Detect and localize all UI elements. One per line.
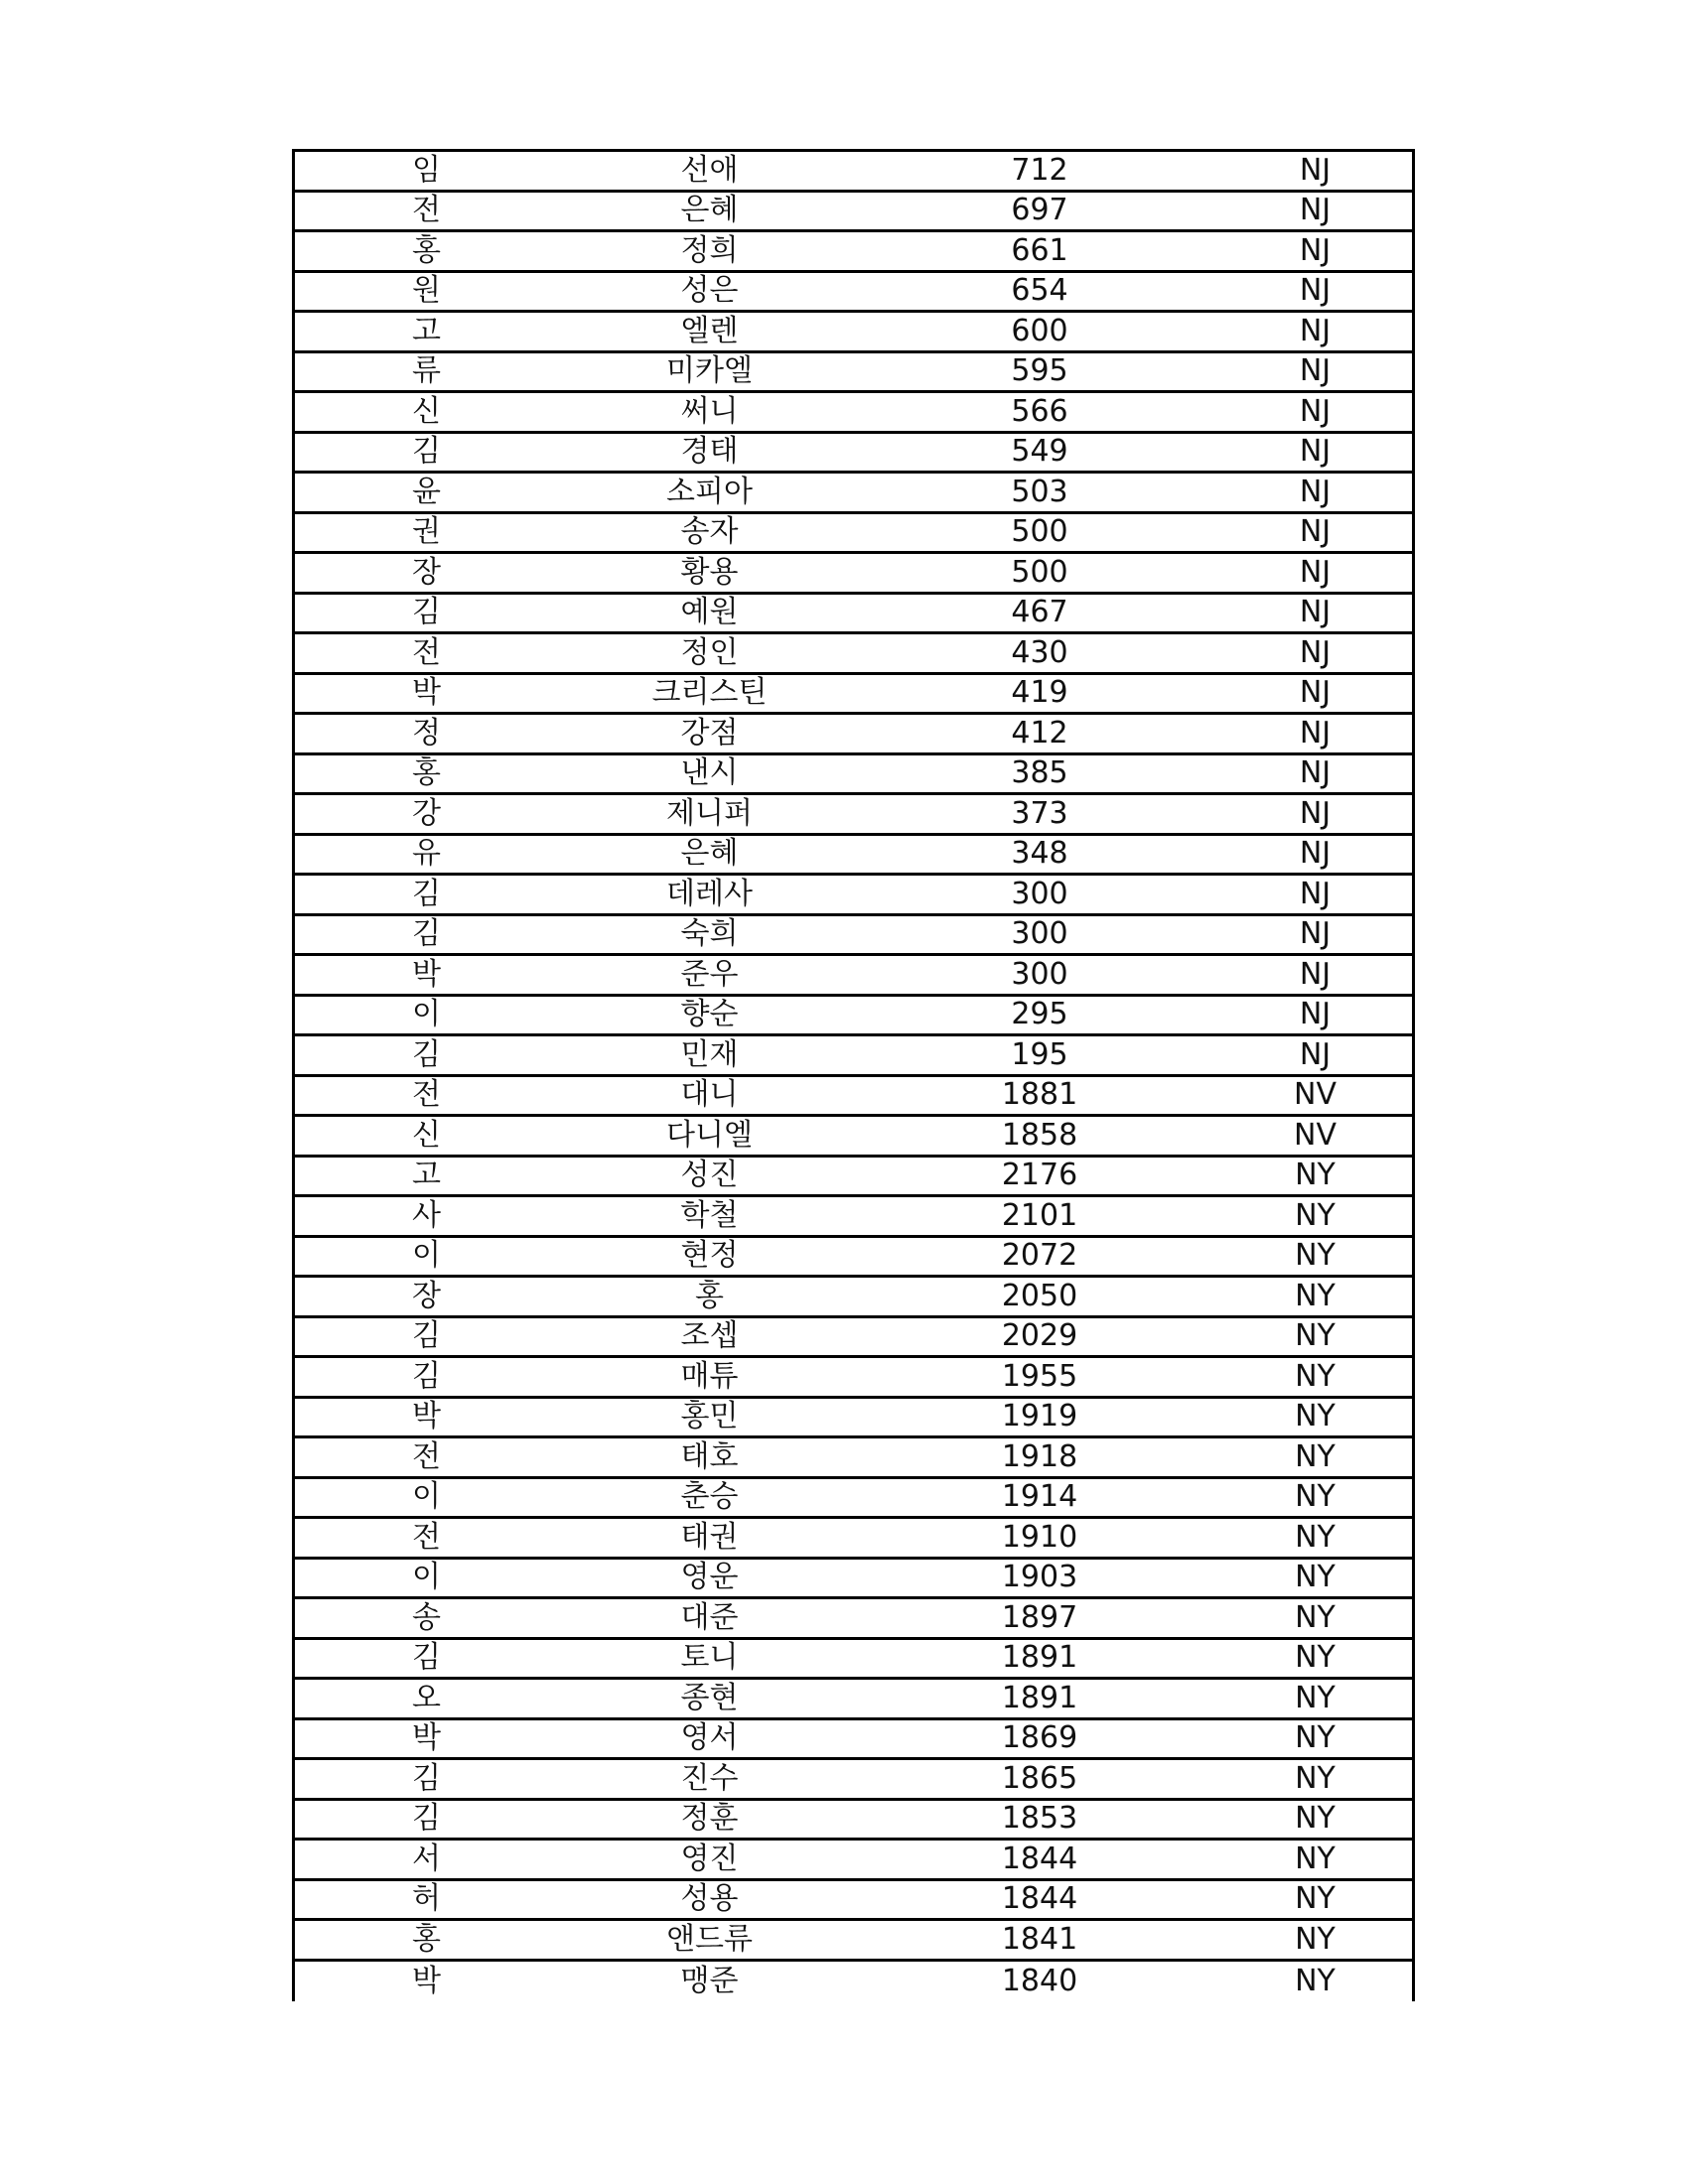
surname-cell: 전 [412,1077,441,1113]
table-row [295,1599,1412,1640]
table-row [295,1438,1412,1479]
table-row [295,795,1412,836]
given-name-cell: 숙희 [680,916,739,952]
given-name-cell: 영서 [680,1720,739,1756]
amount-cell: 300 [1011,916,1068,952]
given-name-cell: 성은 [680,273,739,309]
surname-cell: 장 [412,1278,441,1313]
surname-cell: 박 [412,1963,441,1998]
surname-cell: 전 [412,1438,441,1474]
given-name-cell: 황용 [680,554,739,590]
surname-cell: 강 [412,795,441,831]
table-row [295,1399,1412,1439]
surname-cell: 박 [412,1720,441,1756]
given-name-cell: 현정 [680,1238,739,1274]
surname-cell: 사 [412,1197,441,1233]
table-row [295,193,1412,233]
given-name-cell: 춘승 [680,1479,739,1515]
table-row [295,434,1412,475]
surname-cell: 김 [412,876,441,911]
state-cell: NY [1295,1238,1336,1274]
amount-cell: 467 [1011,595,1068,630]
given-name-cell: 태호 [680,1438,739,1474]
given-name-cell: 예원 [680,595,739,630]
surname-cell: 오 [412,1680,441,1715]
amount-cell: 566 [1011,393,1068,429]
state-cell: NJ [1299,1036,1332,1072]
amount-cell: 373 [1011,795,1068,831]
state-cell: NY [1295,1921,1336,1957]
amount-cell: 2029 [1001,1318,1078,1354]
amount-cell: 549 [1011,434,1068,470]
given-name-cell: 맹준 [680,1963,739,1998]
table-row [295,1278,1412,1318]
surname-cell: 김 [412,1036,441,1072]
amount-cell: 1853 [1001,1801,1078,1837]
amount-cell: 2072 [1001,1238,1078,1274]
given-name-cell: 진수 [680,1760,739,1796]
surname-cell: 이 [412,1479,441,1515]
amount-cell: 1891 [1001,1640,1078,1676]
table-row [295,836,1412,877]
surname-cell: 홍 [412,755,441,791]
table-row [295,1720,1412,1761]
given-name-cell: 성용 [680,1881,739,1917]
table-row [295,1560,1412,1600]
given-name-cell: 민재 [680,1036,739,1072]
state-cell: NJ [1299,434,1332,470]
state-cell: NJ [1299,313,1332,348]
surname-cell: 이 [412,1238,441,1274]
surname-cell: 김 [412,1318,441,1354]
amount-cell: 300 [1011,956,1068,992]
amount-cell: 430 [1011,634,1068,670]
state-cell: NJ [1299,997,1332,1032]
amount-cell: 1844 [1001,1881,1078,1917]
state-cell: NY [1295,1760,1336,1796]
given-name-cell: 다니엘 [666,1117,753,1153]
state-cell: NY [1295,1278,1336,1313]
table-row [295,1760,1412,1801]
table-row [295,1318,1412,1359]
amount-cell: 712 [1011,152,1068,188]
state-cell: NJ [1299,916,1332,952]
amount-cell: 1881 [1001,1077,1078,1113]
given-name-cell: 데레사 [666,876,753,911]
table-row [295,595,1412,635]
state-cell: NY [1295,1560,1336,1595]
surname-cell: 김 [412,595,441,630]
amount-cell: 654 [1011,273,1068,309]
state-cell: NY [1295,1197,1336,1233]
amount-cell: 1840 [1001,1963,1078,1998]
amount-cell: 697 [1011,193,1068,228]
state-cell: NJ [1299,353,1332,389]
state-cell: NJ [1299,956,1332,992]
surname-cell: 홍 [412,232,441,268]
table-row [295,755,1412,796]
amount-cell: 1919 [1001,1399,1078,1434]
table-row [295,232,1412,273]
state-cell: NJ [1299,193,1332,228]
surname-cell: 홍 [412,1921,441,1957]
table-row [295,514,1412,555]
table-row [295,1358,1412,1399]
surname-cell: 신 [412,393,441,429]
table-row [295,1077,1412,1118]
table-row [295,675,1412,716]
state-cell: NJ [1299,836,1332,872]
state-cell: NJ [1299,554,1332,590]
state-cell: NJ [1299,393,1332,429]
amount-cell: 385 [1011,755,1068,791]
given-name-cell: 매튜 [680,1358,739,1394]
given-name-cell: 은혜 [680,193,739,228]
surname-cell: 이 [412,997,441,1032]
state-cell: NJ [1299,876,1332,911]
amount-cell: 419 [1011,675,1068,711]
given-name-cell: 미카엘 [666,353,753,389]
table-row [295,353,1412,394]
table-row [295,273,1412,314]
given-name-cell: 은혜 [680,836,739,872]
given-name-cell: 대준 [680,1599,739,1635]
given-name-cell: 정희 [680,232,739,268]
state-cell: NY [1295,1841,1336,1876]
table-row [295,1680,1412,1720]
given-name-cell: 정인 [680,634,739,670]
surname-cell: 원 [412,273,441,309]
surname-cell: 윤 [412,474,441,509]
surname-cell: 박 [412,956,441,992]
surname-cell: 박 [412,675,441,711]
table-row [295,1962,1412,2002]
amount-cell: 1841 [1001,1921,1078,1957]
surname-cell: 전 [412,634,441,670]
surname-cell: 전 [412,193,441,228]
table-row [295,715,1412,755]
table-row [295,1158,1412,1198]
amount-cell: 348 [1011,836,1068,872]
state-cell: NJ [1299,232,1332,268]
data-table [292,149,1415,2001]
table-row [295,393,1412,434]
surname-cell: 류 [412,353,441,389]
table-row [295,474,1412,514]
surname-cell: 서 [412,1841,441,1876]
amount-cell: 1844 [1001,1841,1078,1876]
surname-cell: 정 [412,715,441,751]
table-row [295,1238,1412,1279]
state-cell: NJ [1299,755,1332,791]
state-cell: NY [1295,1479,1336,1515]
surname-cell: 김 [412,916,441,952]
state-cell: NY [1295,1519,1336,1555]
table-row [295,876,1412,916]
given-name-cell: 향순 [680,997,739,1032]
state-cell: NJ [1299,675,1332,711]
state-cell: NY [1295,1720,1336,1756]
surname-cell: 유 [412,836,441,872]
table-row [295,1479,1412,1520]
surname-cell: 송 [412,1599,441,1635]
state-cell: NY [1295,1640,1336,1676]
state-cell: NY [1295,1399,1336,1434]
given-name-cell: 경태 [680,434,739,470]
amount-cell: 1865 [1001,1760,1078,1796]
given-name-cell: 송자 [680,514,739,550]
state-cell: NY [1295,1680,1336,1715]
given-name-cell: 소피아 [666,474,753,509]
surname-cell: 고 [412,1158,441,1193]
surname-cell: 김 [412,1760,441,1796]
given-name-cell: 영진 [680,1841,739,1876]
given-name-cell: 학철 [680,1197,739,1233]
state-cell: NY [1295,1881,1336,1917]
table-row [295,916,1412,957]
given-name-cell: 제니퍼 [666,795,753,831]
state-cell: NY [1295,1599,1336,1635]
amount-cell: 1891 [1001,1680,1078,1715]
surname-cell: 임 [412,152,441,188]
amount-cell: 195 [1011,1036,1068,1072]
surname-cell: 박 [412,1399,441,1434]
table-row [295,1117,1412,1158]
amount-cell: 500 [1011,554,1068,590]
surname-cell: 신 [412,1117,441,1153]
state-cell: NY [1295,1158,1336,1193]
given-name-cell: 태권 [680,1519,739,1555]
state-cell: NV [1294,1117,1336,1153]
state-cell: NY [1295,1963,1336,1998]
amount-cell: 2101 [1001,1197,1078,1233]
amount-cell: 1903 [1001,1560,1078,1595]
table-row [295,1881,1412,1922]
given-name-cell: 선애 [680,152,739,188]
surname-cell: 김 [412,1640,441,1676]
table-row [295,1801,1412,1842]
table-row [295,1036,1412,1077]
given-name-cell: 종현 [680,1680,739,1715]
state-cell: NJ [1299,273,1332,309]
surname-cell: 권 [412,514,441,550]
given-name-cell: 영운 [680,1560,739,1595]
amount-cell: 295 [1011,997,1068,1032]
amount-cell: 300 [1011,876,1068,911]
state-cell: NJ [1299,634,1332,670]
table-row [295,1197,1412,1238]
given-name-cell: 성진 [680,1158,739,1193]
surname-cell: 전 [412,1519,441,1555]
amount-cell: 1910 [1001,1519,1078,1555]
amount-cell: 500 [1011,514,1068,550]
given-name-cell: 강점 [680,715,739,751]
table-row [295,634,1412,675]
surname-cell: 고 [412,313,441,348]
table-row [295,1640,1412,1681]
table-row [295,554,1412,595]
given-name-cell: 낸시 [680,755,739,791]
given-name-cell: 앤드류 [666,1921,753,1957]
amount-cell: 1955 [1001,1358,1078,1394]
given-name-cell: 대니 [680,1077,739,1113]
state-cell: NV [1294,1077,1336,1113]
state-cell: NY [1295,1438,1336,1474]
amount-cell: 412 [1011,715,1068,751]
surname-cell: 이 [412,1560,441,1595]
state-cell: NJ [1299,715,1332,751]
given-name-cell: 홍민 [680,1399,739,1434]
table-row [295,956,1412,997]
state-cell: NJ [1299,514,1332,550]
state-cell: NY [1295,1318,1336,1354]
state-cell: NJ [1299,595,1332,630]
table-row [295,1519,1412,1560]
table-row [295,152,1412,193]
state-cell: NJ [1299,795,1332,831]
amount-cell: 1858 [1001,1117,1078,1153]
amount-cell: 2050 [1001,1278,1078,1313]
given-name-cell: 준우 [680,956,739,992]
state-cell: NY [1295,1801,1336,1837]
surname-cell: 장 [412,554,441,590]
table-row [295,313,1412,353]
table-row [295,1921,1412,1962]
table-row [295,997,1412,1037]
amount-cell: 2176 [1001,1158,1078,1193]
amount-cell: 503 [1011,474,1068,509]
amount-cell: 1914 [1001,1479,1078,1515]
surname-cell: 허 [412,1881,441,1917]
amount-cell: 595 [1011,353,1068,389]
given-name-cell: 조셉 [680,1318,739,1354]
given-name-cell: 써니 [680,393,739,429]
state-cell: NJ [1299,474,1332,509]
amount-cell: 1869 [1001,1720,1078,1756]
given-name-cell: 엘렌 [680,313,739,348]
surname-cell: 김 [412,1801,441,1837]
given-name-cell: 크리스틴 [651,675,768,711]
amount-cell: 600 [1011,313,1068,348]
amount-cell: 1918 [1001,1438,1078,1474]
given-name-cell: 토니 [680,1640,739,1676]
state-cell: NY [1295,1358,1336,1394]
given-name-cell: 홍 [695,1278,724,1313]
surname-cell: 김 [412,434,441,470]
amount-cell: 1897 [1001,1599,1078,1635]
amount-cell: 661 [1011,232,1068,268]
table-row [295,1841,1412,1881]
surname-cell: 김 [412,1358,441,1394]
state-cell: NJ [1299,152,1332,188]
given-name-cell: 정훈 [680,1801,739,1837]
